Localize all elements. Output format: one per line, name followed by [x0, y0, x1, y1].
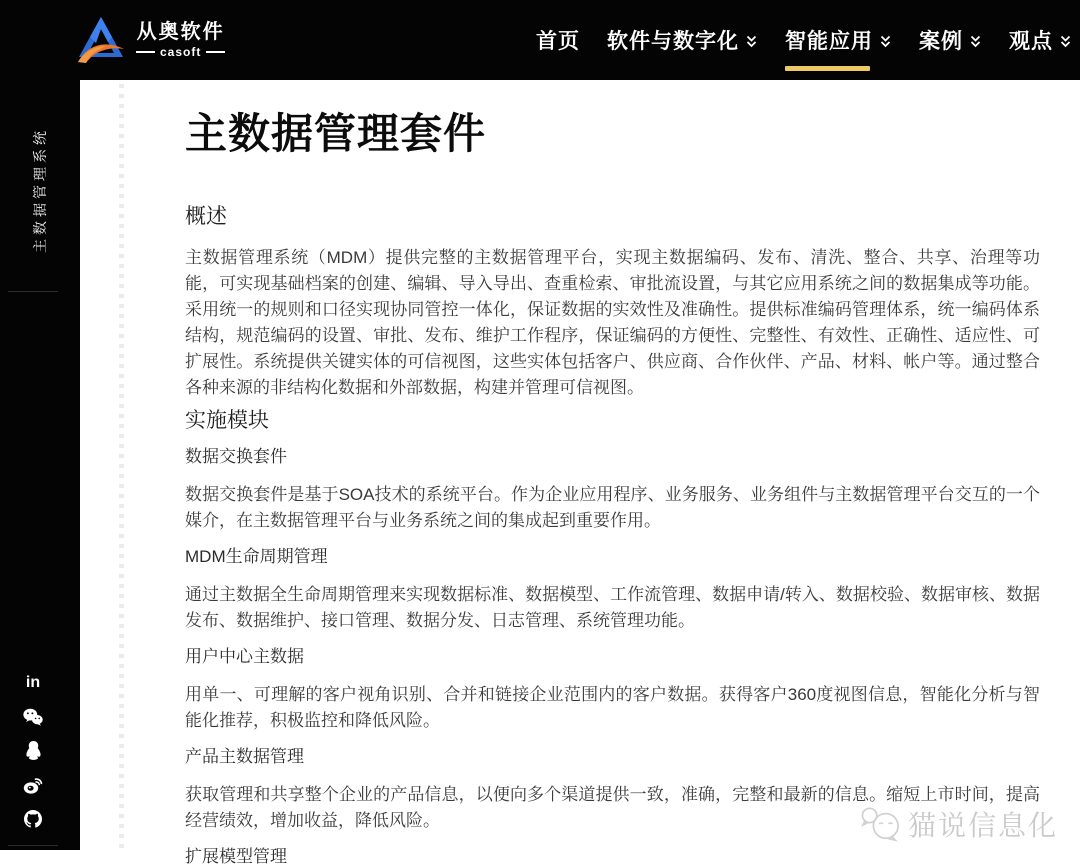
watermark-text: 猫说信息化: [907, 810, 1058, 841]
nav-item-intelligent-apps[interactable]: [785, 19, 892, 61]
nav-label-viewpoints: 观点: [1009, 30, 1053, 53]
subsection-heading-data-exchange: 数据交换套件: [185, 447, 287, 466]
left-sidebar: [0, 0, 80, 850]
subsection-heading-customer-master-data: 用户中心主数据: [185, 647, 304, 666]
customer-master-data-paragraph: 用单一、可理解的客户视角识别、合并和链接企业范围内的客户数据。获得客户360度视图信息，智能化分析与智能化推荐，积极监控和降低风险。: [185, 685, 1040, 730]
overview-paragraph: 主数据管理系统（MDM）提供完整的主数据管理平台，实现主数据编码、发布、清洗、整合、共享、治理等功能，可实现基础档案的创建、编辑、导入导出、查重检索、审批流设置，与其它应用系统之间的数据集成等功能。采用统一的规则和口径实现协同管控一体化，保证数据的实效性及准确性。提供标准编码管理体系，统一编码体系结构，规范编码的设置、审批、发布、维护工作程序，保证编码的方便性、完整性、有效性、正确性、适应性、可扩展性。系统提供关键实体的可信视图，这些实体包括客户、供应商、合作伙伴、产品、材料、帐户等。通过整合各种来源的非结构化数据和外部数据，构建并管理可信视图。: [185, 248, 1040, 397]
weibo-icon[interactable]: [23, 775, 43, 794]
github-icon[interactable]: [23, 809, 43, 828]
mdm-lifecycle-paragraph: 通过主数据全生命周期管理来实现数据标准、数据模型、工作流管理、数据申请/转入、数据校验、数据审核、数据发布、数据维护、接口管理、数据分发、日志管理、系统管理功能。: [185, 585, 1040, 630]
active-nav-underline: [785, 66, 870, 71]
subsection-heading-mdm-lifecycle: MDM生命周期管理: [185, 547, 328, 566]
chevron-double-down-icon: [745, 35, 758, 49]
top-header: [0, 0, 1080, 80]
main-nav: [536, 0, 1072, 80]
nav-item-viewpoints[interactable]: [1009, 19, 1072, 61]
page-title: 主数据管理套件: [185, 110, 487, 157]
nav-item-home[interactable]: [536, 19, 580, 61]
wechat-icon[interactable]: [23, 707, 43, 726]
section-heading-modules: 实施模块: [185, 409, 269, 432]
brand-name-en-row: [136, 45, 225, 59]
nav-item-cases[interactable]: [919, 19, 982, 61]
brand-name-en: casoft: [160, 45, 202, 59]
nav-label-intelligent-apps: 智能应用: [785, 30, 873, 53]
casoft-logo-icon: [76, 16, 126, 64]
nav-label-software-digital: 软件与数字化: [607, 30, 739, 53]
chevron-double-down-icon: [879, 35, 892, 49]
sidebar-separator-footer: [8, 845, 58, 846]
brand-logo-group[interactable]: [76, 16, 225, 64]
brand-text: [136, 21, 225, 59]
chevron-double-down-icon: [1059, 35, 1072, 49]
chevron-double-down-icon: [969, 35, 982, 49]
section-heading-overview: 概述: [185, 205, 227, 228]
brand-dash-right: [206, 51, 225, 53]
subsection-heading-product-master-data: 产品主数据管理: [185, 747, 304, 766]
social-links: [0, 673, 66, 828]
nav-label-cases: 案例: [919, 30, 963, 53]
nav-label-home: 首页: [536, 30, 580, 53]
subsection-heading-extended-model: 扩展模型管理: [185, 847, 287, 866]
linkedin-icon[interactable]: in: [25, 673, 41, 691]
qq-icon[interactable]: [23, 741, 43, 760]
product-master-data-paragraph: 获取管理和共享整个企业的产品信息，以便向多个渠道提供一致，准确，完整和最新的信息。缩短上市时间，提高经营绩效，增加收益，降低风险。: [185, 785, 1040, 830]
brand-dash-left: [136, 51, 155, 53]
sidebar-vertical-label: 主数据管理系统: [32, 127, 48, 253]
brand-name-cn: 从奥软件: [136, 21, 225, 43]
data-exchange-paragraph: 数据交换套件是基于SOA技术的系统平台。作为企业应用程序、业务服务、业务组件与主数据管理平台交互的一个媒介，在主数据管理平台与业务系统之间的集成起到重要作用。: [185, 485, 1040, 530]
nav-item-software-digital[interactable]: [607, 19, 758, 61]
dashed-vertical-rule: [119, 84, 124, 850]
main-content: [80, 80, 1080, 866]
sidebar-separator-bottom: [8, 291, 58, 292]
sidebar-item-mdm-system[interactable]: [0, 100, 80, 280]
